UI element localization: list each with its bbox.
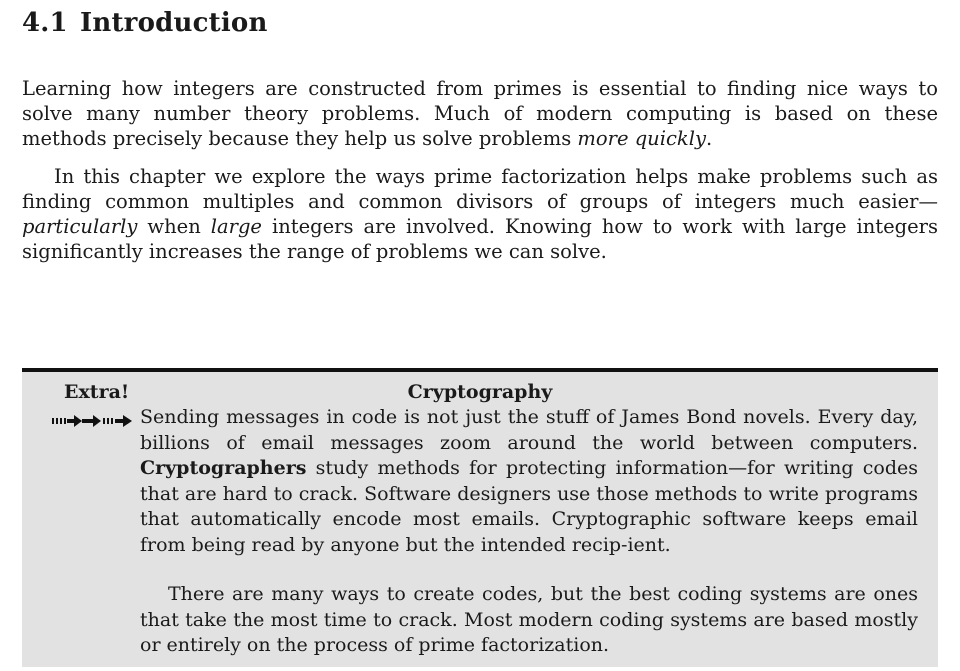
- intro-p1-end: .: [705, 127, 713, 150]
- intro-p2-text: In this chapter we explore the ways prime factorization helps make problems such as finding common multiples and common divisors of groups of integers much easier—: [22, 165, 938, 213]
- intro-p2-emphasis-large: large: [210, 215, 262, 238]
- extra-p1-text: Sending messages in code is not just the stuff of James Bond novels. Every day, billions of email messages zoom around the world between computers.: [140, 406, 918, 454]
- section-title: Introduction: [80, 8, 268, 38]
- intro-p2-emphasis-particularly: particularly: [22, 215, 138, 238]
- extra-p1-text-end: study methods for protecting information—for writing codes that are hard to crack. Software designers use those methods to write programs that automatically encode most emails. Cryptographic software keeps email from being read by anyone but the intended recip-ient.: [140, 457, 918, 556]
- extra-sidebar-box: [22, 368, 938, 667]
- extra-p1-bold-term: Cryptographers: [140, 457, 307, 479]
- extra-paragraph-2: There are many ways to create codes, but the best coding systems are ones that take the most time to crack. Most modern coding systems are based mostly or entirely on the process of prime factorization.: [140, 583, 918, 656]
- extra-paragraph-1: [140, 405, 918, 558]
- intro-p2-text-when: when: [137, 215, 211, 238]
- extra-label: Extra!: [64, 381, 130, 403]
- intro-paragraph-1: [22, 76, 938, 151]
- extra-title: Cryptography: [407, 381, 553, 403]
- intro-paragraph-2: [22, 164, 938, 264]
- intro-p1-text: Learning how integers are constructed from primes is essential to finding nice ways to solve many number theory problems. Much of modern computing is based on these methods precisely because they help us solve problems: [22, 77, 938, 150]
- intro-p1-emphasis: more quickly: [577, 127, 706, 150]
- triple-arrow-icon: [52, 414, 134, 428]
- section-number: 4.1: [22, 8, 68, 38]
- intro-p2-text-end: integers are involved. Knowing how to work with large integers significantly increases the range of problems we can solve.: [22, 215, 938, 263]
- section-heading: [22, 8, 268, 38]
